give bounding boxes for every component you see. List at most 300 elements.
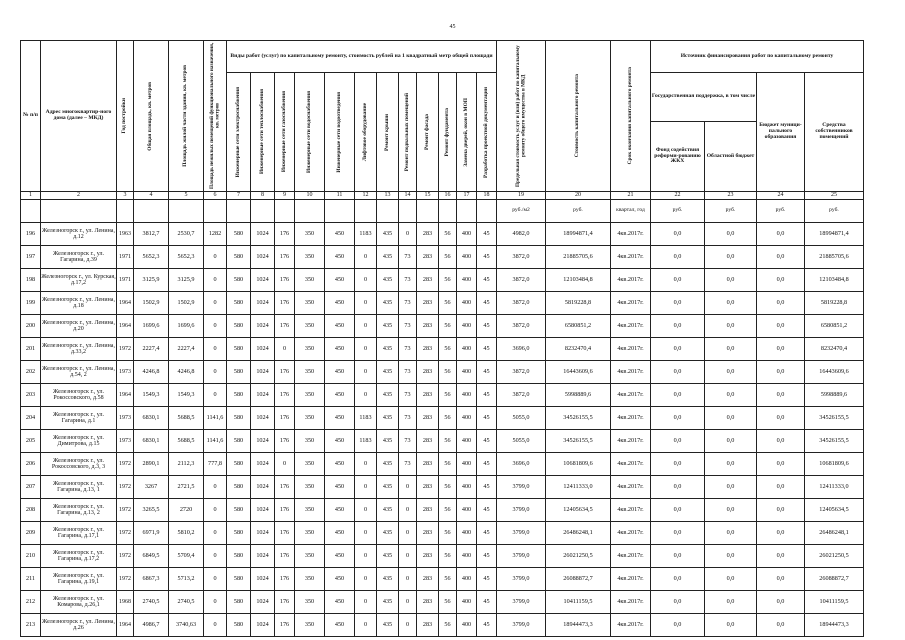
table-cell: 4кв.2017г. <box>611 591 651 614</box>
hdr-completion: Срок окончания капитального ремонта <box>626 67 633 165</box>
table-cell: 0,0 <box>757 614 805 637</box>
table-cell: 1024 <box>251 292 275 315</box>
table-cell: 0,0 <box>705 338 757 361</box>
table-cell: 3265,5 <box>134 499 169 522</box>
table-cell: 45 <box>477 591 497 614</box>
table-cell: 56 <box>439 591 457 614</box>
table-cell: 0,0 <box>757 568 805 591</box>
table-cell: 0,0 <box>757 591 805 614</box>
table-cell: 350 <box>295 522 325 545</box>
hdr-num: № п/п <box>21 41 41 192</box>
column-number: 20 <box>546 192 611 200</box>
unit-label: руб. <box>651 200 705 223</box>
table-cell: 3872,0 <box>497 384 546 407</box>
table-cell: 0,0 <box>757 430 805 453</box>
table-cell: 0 <box>204 522 227 545</box>
table-cell: 0,0 <box>757 453 805 476</box>
table-cell: 0 <box>399 223 417 246</box>
unit-empty <box>21 200 41 223</box>
table-cell: 1024 <box>251 338 275 361</box>
table-cell: 283 <box>417 614 439 637</box>
unit-empty <box>204 200 227 223</box>
table-cell: 45 <box>477 338 497 361</box>
table-cell: 176 <box>275 568 295 591</box>
table-cell: 400 <box>457 292 477 315</box>
table-cell: 450 <box>325 476 355 499</box>
table-cell: 580 <box>227 568 251 591</box>
table-cell: 0,0 <box>705 384 757 407</box>
table-cell: 1964 <box>117 614 134 637</box>
table-cell: 0 <box>355 338 377 361</box>
table-cell: 0 <box>399 568 417 591</box>
table-cell: 350 <box>295 246 325 269</box>
table-cell: 176 <box>275 614 295 637</box>
table-cell: 0,0 <box>651 568 705 591</box>
hdr-living-area: Площадь жилой части здания, кв. метров <box>182 65 189 167</box>
table-cell: 3740,63 <box>169 614 204 637</box>
table-cell: 176 <box>275 591 295 614</box>
table-cell: 2890,1 <box>134 453 169 476</box>
table-cell: 1972 <box>117 522 134 545</box>
unit-empty <box>251 200 275 223</box>
column-number: 14 <box>399 192 417 200</box>
row-number-cell: 212 <box>21 591 41 614</box>
column-number: 10 <box>295 192 325 200</box>
table-cell: 10411159,5 <box>805 591 864 614</box>
column-numbers <box>21 192 864 223</box>
table-cell: 1972 <box>117 476 134 499</box>
table-cell: 10411159,5 <box>546 591 611 614</box>
table-cell: 16443609,6 <box>546 361 611 384</box>
table-cell: 435 <box>377 407 399 430</box>
table-cell: 56 <box>439 315 457 338</box>
table-cell: 176 <box>275 292 295 315</box>
table-cell: 0,0 <box>651 499 705 522</box>
table-cell: 283 <box>417 522 439 545</box>
address-cell: Железногорск г., ул. Гагарина, д.13, 1 <box>41 476 117 499</box>
column-number: 8 <box>251 192 275 200</box>
table-cell: 350 <box>295 591 325 614</box>
table-cell: 4246,8 <box>169 361 204 384</box>
table-cell: 350 <box>295 453 325 476</box>
table-cell: 73 <box>399 269 417 292</box>
table-row <box>21 384 864 407</box>
table-cell: 4кв.2017г. <box>611 338 651 361</box>
table-cell: 400 <box>457 591 477 614</box>
table-cell: 1024 <box>251 361 275 384</box>
table-cell: 34526155,5 <box>546 407 611 430</box>
hdr-w-foundation: Ремонт фундамента <box>443 107 450 157</box>
table-cell: 3267 <box>134 476 169 499</box>
table-cell: 5810,2 <box>169 522 204 545</box>
table-cell: 56 <box>439 476 457 499</box>
table-cell: 0,0 <box>705 292 757 315</box>
table-cell: 18994871,4 <box>805 223 864 246</box>
table-cell: 5709,4 <box>169 545 204 568</box>
address-cell: Железногорск г., ул. Ленина, д.33,2 <box>41 338 117 361</box>
table-cell: 18994871,4 <box>546 223 611 246</box>
table-cell: 400 <box>457 545 477 568</box>
row-number-cell: 200 <box>21 315 41 338</box>
table-cell: 56 <box>439 430 457 453</box>
hdr-w-water: Инженерные сети водоснабжения <box>305 91 312 173</box>
table-cell: 0 <box>275 453 295 476</box>
table-cell: 1972 <box>117 453 134 476</box>
table-cell: 435 <box>377 591 399 614</box>
table-cell: 73 <box>399 430 417 453</box>
hdr-w-heat: Инженерные сети теплоснабжения <box>258 89 265 175</box>
table-cell: 400 <box>457 269 477 292</box>
column-number: 3 <box>117 192 134 200</box>
table-cell: 400 <box>457 430 477 453</box>
table-cell: 2112,3 <box>169 453 204 476</box>
table-cell: 45 <box>477 315 497 338</box>
table-cell: 2740,5 <box>134 591 169 614</box>
address-cell: Железногорск г., ул. Гагарина, д.17,2 <box>41 545 117 568</box>
table-cell: 176 <box>275 246 295 269</box>
unit-empty <box>41 200 117 223</box>
table-cell: 45 <box>477 269 497 292</box>
address-cell: Железногорск г., ул. Гагарина, д.1 <box>41 407 117 430</box>
table-cell: 283 <box>417 591 439 614</box>
table-cell: 12103484,8 <box>805 269 864 292</box>
table-cell: 0,0 <box>757 407 805 430</box>
address-cell: Железногорск г., ул. Гагарина, д.17,1 <box>41 522 117 545</box>
table-row <box>21 591 864 614</box>
table-row <box>21 545 864 568</box>
table-cell: 400 <box>457 407 477 430</box>
table-cell: 12405634,5 <box>546 499 611 522</box>
table-cell: 283 <box>417 476 439 499</box>
table-cell: 4кв.2017г. <box>611 407 651 430</box>
table-cell: 1971 <box>117 269 134 292</box>
table-cell: 3812,7 <box>134 223 169 246</box>
column-number: 23 <box>705 192 757 200</box>
table-cell: 4кв.2017г. <box>611 269 651 292</box>
table-cell: 0,0 <box>705 269 757 292</box>
unit-label: руб. <box>546 200 611 223</box>
table-cell: 350 <box>295 292 325 315</box>
table-cell: 0 <box>204 591 227 614</box>
table-cell: 3125,9 <box>169 269 204 292</box>
row-number-cell: 209 <box>21 522 41 545</box>
table-cell: 26486248,1 <box>546 522 611 545</box>
table-cell: 3799,0 <box>497 545 546 568</box>
table-cell: 73 <box>399 361 417 384</box>
table-cell: 0,0 <box>705 453 757 476</box>
table-cell: 45 <box>477 292 497 315</box>
row-number-cell: 208 <box>21 499 41 522</box>
table-cell: 0,0 <box>705 476 757 499</box>
table-cell: 1502,9 <box>134 292 169 315</box>
row-number-cell: 196 <box>21 223 41 246</box>
table-cell: 4кв.2017г. <box>611 315 651 338</box>
column-number: 1 <box>21 192 41 200</box>
table-cell: 1549,3 <box>169 384 204 407</box>
table-cell: 450 <box>325 384 355 407</box>
table-cell: 435 <box>377 522 399 545</box>
table-cell: 450 <box>325 591 355 614</box>
table-cell: 56 <box>439 499 457 522</box>
table-cell: 4кв.2017г. <box>611 246 651 269</box>
table-cell: 0,0 <box>705 568 757 591</box>
unit-empty <box>325 200 355 223</box>
table-row <box>21 614 864 637</box>
table-cell: 1024 <box>251 476 275 499</box>
table-cell: 580 <box>227 292 251 315</box>
unit-label: руб. <box>757 200 805 223</box>
unit-label: руб./м2 <box>497 200 546 223</box>
table-cell: 350 <box>295 407 325 430</box>
table-cell: 1024 <box>251 453 275 476</box>
table-cell: 45 <box>477 361 497 384</box>
table-cell: 0 <box>355 522 377 545</box>
table-row <box>21 315 864 338</box>
table-cell: 0,0 <box>757 223 805 246</box>
table-cell: 0 <box>355 476 377 499</box>
table-cell: 0,0 <box>757 292 805 315</box>
table-cell: 580 <box>227 361 251 384</box>
address-cell: Железногорск г., ул. Ленина, д.20 <box>41 315 117 338</box>
column-number: 21 <box>611 192 651 200</box>
table-cell: 4986,7 <box>134 614 169 637</box>
table-row <box>21 246 864 269</box>
unit-empty <box>227 200 251 223</box>
table-cell: 0,0 <box>651 315 705 338</box>
table-cell: 1549,3 <box>134 384 169 407</box>
table-cell: 0,0 <box>705 522 757 545</box>
table-cell: 1024 <box>251 384 275 407</box>
table-cell: 5688,5 <box>169 430 204 453</box>
table-cell: 0,0 <box>705 545 757 568</box>
table-cell: 580 <box>227 591 251 614</box>
table-cell: 435 <box>377 476 399 499</box>
table-row <box>21 453 864 476</box>
address-cell: Железногорск г., ул. Гагарина, д.13, 2 <box>41 499 117 522</box>
table-cell: 435 <box>377 361 399 384</box>
table-cell: 0,0 <box>651 614 705 637</box>
table-cell: 283 <box>417 545 439 568</box>
table-cell: 283 <box>417 568 439 591</box>
table-cell: 4кв.2017г. <box>611 568 651 591</box>
hdr-state-support: Государственная поддержка, в том числе <box>651 73 757 122</box>
table-cell: 0 <box>399 545 417 568</box>
table-cell: 450 <box>325 223 355 246</box>
hdr-total-area: Общая площадь, кв. метров <box>147 81 154 151</box>
table-cell: 0,0 <box>651 384 705 407</box>
table-cell: 12411333,0 <box>805 476 864 499</box>
table-cell: 1024 <box>251 223 275 246</box>
table-cell: 26486248,1 <box>805 522 864 545</box>
table-cell: 45 <box>477 384 497 407</box>
table-cell: 176 <box>275 430 295 453</box>
row-number-cell: 202 <box>21 361 41 384</box>
column-number: 5 <box>169 192 204 200</box>
table-cell: 12405634,5 <box>805 499 864 522</box>
table-cell: 0,0 <box>651 338 705 361</box>
table-cell: 6580851,2 <box>546 315 611 338</box>
table-cell: 283 <box>417 384 439 407</box>
row-number-cell: 199 <box>21 292 41 315</box>
column-number: 17 <box>457 192 477 200</box>
table-cell: 4кв.2017г. <box>611 499 651 522</box>
table-cell: 5819228,8 <box>546 292 611 315</box>
table-cell: 176 <box>275 545 295 568</box>
table-cell: 1972 <box>117 568 134 591</box>
unit-empty <box>117 200 134 223</box>
table-cell: 4982,0 <box>497 223 546 246</box>
table-cell: 0,0 <box>651 361 705 384</box>
table-row <box>21 522 864 545</box>
table-cell: 0 <box>399 499 417 522</box>
table-cell: 1973 <box>117 361 134 384</box>
table-cell: 12411333,0 <box>546 476 611 499</box>
table-cell: 73 <box>399 315 417 338</box>
hdr-address: Адрес многоквартир-ного дома (далее – МКД) <box>41 41 117 192</box>
table-cell: 0 <box>399 522 417 545</box>
table-cell: 350 <box>295 545 325 568</box>
address-cell: Железногорск г., ул. Рокоссовского, д.58 <box>41 384 117 407</box>
table-cell: 26088872,7 <box>546 568 611 591</box>
address-cell: Железногорск г., ул. Ленина, д.18 <box>41 292 117 315</box>
column-number: 16 <box>439 192 457 200</box>
table-cell: 0,0 <box>705 614 757 637</box>
table-cell: 350 <box>295 315 325 338</box>
hdr-nonres-area: Площадь нежилых помещений функционального назначения, кв. метров <box>208 42 220 190</box>
table-cell: 1971 <box>117 246 134 269</box>
table-cell: 0,0 <box>757 499 805 522</box>
table-cell: 0,0 <box>705 223 757 246</box>
table-cell: 176 <box>275 407 295 430</box>
column-number: 11 <box>325 192 355 200</box>
hdr-w-lift: Лифтовое оборудование <box>361 102 368 162</box>
table-cell: 1024 <box>251 545 275 568</box>
table-cell: 350 <box>295 614 325 637</box>
table-cell: 12103484,8 <box>546 269 611 292</box>
table-cell: 45 <box>477 545 497 568</box>
table-cell: 283 <box>417 246 439 269</box>
table-cell: 0 <box>204 338 227 361</box>
table-cell: 5652,3 <box>169 246 204 269</box>
table-cell: 2740,5 <box>169 591 204 614</box>
unit-empty <box>275 200 295 223</box>
table-cell: 4кв.2017г. <box>611 361 651 384</box>
table-cell: 1024 <box>251 315 275 338</box>
table-cell: 10681809,6 <box>805 453 864 476</box>
column-number: 2 <box>41 192 117 200</box>
table-cell: 0 <box>355 246 377 269</box>
table-cell: 73 <box>399 453 417 476</box>
table-cell: 0,0 <box>651 407 705 430</box>
table-cell: 176 <box>275 223 295 246</box>
table-cell: 450 <box>325 453 355 476</box>
table-cell: 283 <box>417 430 439 453</box>
hdr-max-cost: Предельная стоимость услуг и (или) работ по капитальному ремонту общего имущества в МКД <box>514 45 526 187</box>
table-cell: 450 <box>325 568 355 591</box>
table-cell: 56 <box>439 246 457 269</box>
table-cell: 56 <box>439 338 457 361</box>
table-cell: 0 <box>204 269 227 292</box>
column-number: 18 <box>477 192 497 200</box>
table-cell: 450 <box>325 407 355 430</box>
unit-empty <box>134 200 169 223</box>
row-number-cell: 211 <box>21 568 41 591</box>
table-cell: 0 <box>204 384 227 407</box>
table-cell: 0,0 <box>705 591 757 614</box>
address-cell: Железногорск г., ул. Ленина, д.54, 2 <box>41 361 117 384</box>
table-cell: 6971,9 <box>134 522 169 545</box>
table-cell: 0 <box>204 361 227 384</box>
unit-label: квартал, год <box>611 200 651 223</box>
row-number-cell: 203 <box>21 384 41 407</box>
table-cell: 435 <box>377 614 399 637</box>
table-row <box>21 292 864 315</box>
table-cell: 56 <box>439 292 457 315</box>
column-number: 6 <box>204 192 227 200</box>
table-cell: 0,0 <box>705 499 757 522</box>
table-cell: 450 <box>325 315 355 338</box>
table-cell: 3872,0 <box>497 361 546 384</box>
table-cell: 283 <box>417 361 439 384</box>
table-cell: 1699,6 <box>134 315 169 338</box>
table-cell: 350 <box>295 499 325 522</box>
table-cell: 0 <box>275 338 295 361</box>
table-row <box>21 361 864 384</box>
table-cell: 18944473,3 <box>805 614 864 637</box>
table-cell: 435 <box>377 292 399 315</box>
table-cell: 580 <box>227 315 251 338</box>
table-cell: 2721,5 <box>169 476 204 499</box>
table-cell: 0 <box>204 568 227 591</box>
table-cell: 26021250,5 <box>546 545 611 568</box>
hdr-year: Год постройки <box>121 98 128 134</box>
table-cell: 350 <box>295 430 325 453</box>
unit-label: руб. <box>705 200 757 223</box>
address-cell: Железногорск г., ул. Комарова, д.26,1 <box>41 591 117 614</box>
table-row <box>21 430 864 453</box>
table-cell: 580 <box>227 499 251 522</box>
table-cell: 450 <box>325 361 355 384</box>
table-cell: 1972 <box>117 338 134 361</box>
table-cell: 56 <box>439 453 457 476</box>
table-cell: 580 <box>227 269 251 292</box>
table-cell: 0 <box>355 361 377 384</box>
table-cell: 3872,0 <box>497 246 546 269</box>
table-cell: 5998889,6 <box>805 384 864 407</box>
column-number: 13 <box>377 192 399 200</box>
table-cell: 73 <box>399 407 417 430</box>
table-cell: 73 <box>399 292 417 315</box>
column-number-row <box>21 192 864 200</box>
table-cell: 400 <box>457 499 477 522</box>
table-cell: 0 <box>355 384 377 407</box>
table-cell: 176 <box>275 522 295 545</box>
table-cell: 435 <box>377 315 399 338</box>
table-cell: 1964 <box>117 292 134 315</box>
table-cell: 56 <box>439 269 457 292</box>
table-cell: 0 <box>355 591 377 614</box>
hdr-w-gas: Инженерные сети газоснабжения <box>280 91 287 173</box>
table-cell: 0,0 <box>705 407 757 430</box>
table-cell: 435 <box>377 499 399 522</box>
table-cell: 3872,0 <box>497 315 546 338</box>
table-cell: 10681809,6 <box>546 453 611 476</box>
table-row <box>21 499 864 522</box>
unit-empty <box>355 200 377 223</box>
table-cell: 45 <box>477 223 497 246</box>
table-cell: 450 <box>325 246 355 269</box>
table-cell: 450 <box>325 614 355 637</box>
